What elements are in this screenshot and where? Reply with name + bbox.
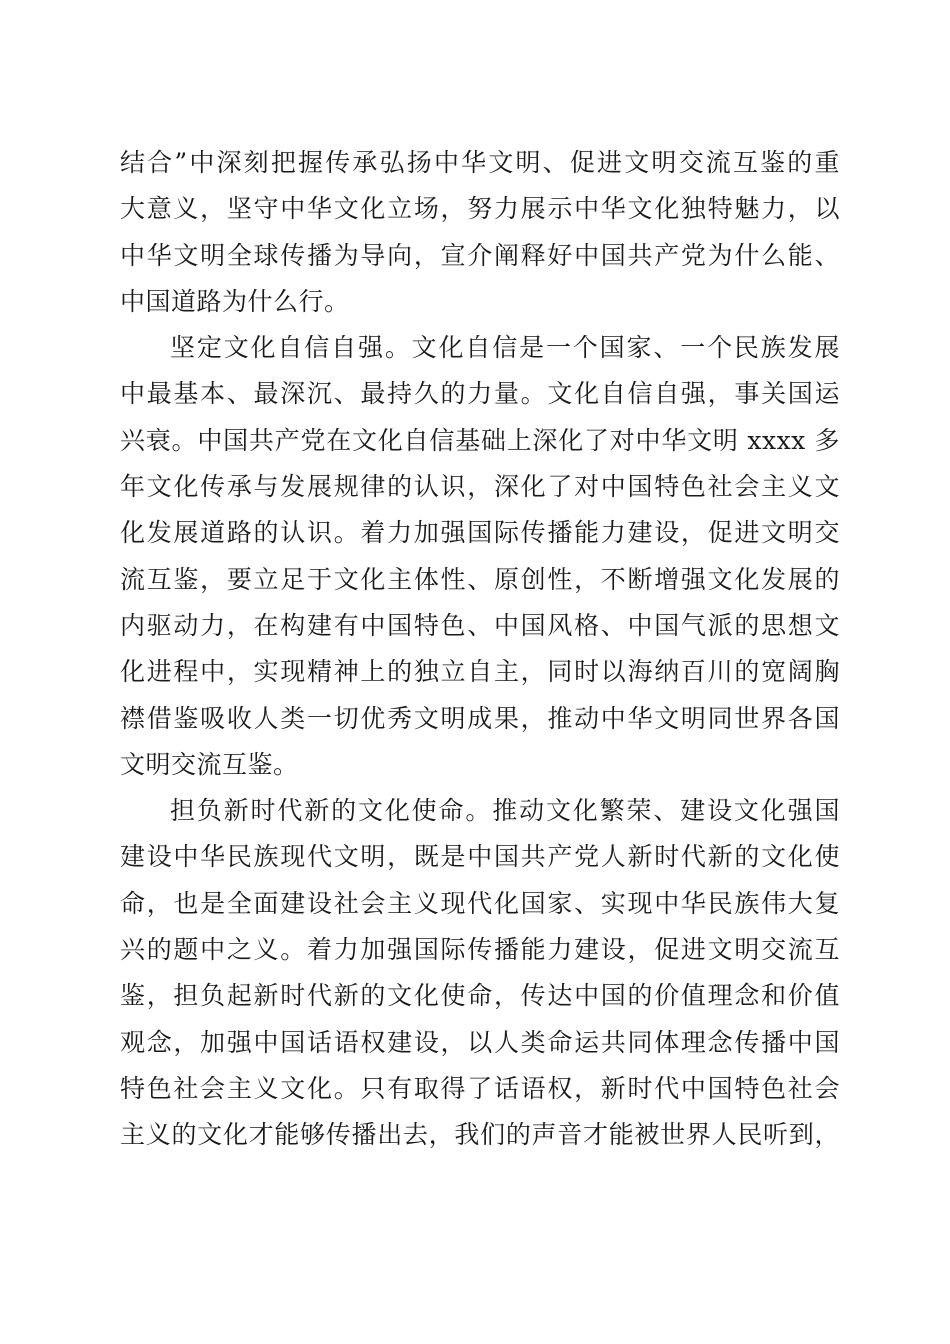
text-line: 内驱动力，在构建有中国特色、中国风格、中国气派的思想文 — [120, 610, 840, 640]
text-line: 建设中华民族现代文明，既是中国共产党人新时代新的文化使 — [120, 842, 840, 872]
text-line: 化进程中，实现精神上的独立自主，同时以海纳百川的宽阔胸 — [120, 657, 840, 687]
text-line: 流互鉴，要立足于文化主体性、原创性，不断增强文化发展的 — [120, 564, 840, 594]
text-line: 化发展道路的认识。着力加强国际传播能力建设，促进文明交 — [120, 518, 840, 548]
text-line: 文明交流互鉴。 — [120, 749, 299, 779]
text-line: 中国道路为什么行。 — [120, 286, 350, 316]
text-line: 主义的文化才能够传播出去，我们的声音才能被世界人民听到， — [120, 1120, 840, 1150]
text-line: 担负新时代新的文化使命。推动文化繁荣、建设文化强国 — [170, 796, 840, 826]
text-line: 兴的题中之义。着力加强国际传播能力建设，促进文明交流互 — [120, 935, 840, 965]
paragraph-1 — [120, 140, 840, 325]
text-line: 年文化传承与发展规律的认识，深化了对中国特色社会主义文 — [120, 472, 840, 502]
text-line: 中华文明全球传播为导向，宣介阐释好中国共产党为什么能、 — [120, 240, 840, 270]
text-line: 观念，加强中国话语权建设，以人类命运共同体理念传播中国 — [120, 1027, 840, 1057]
text-line: 兴衰。中国共产党在文化自信基础上深化了对中华文明 xxxx 多 — [120, 425, 840, 455]
text-line: 结合”中深刻把握传承弘扬中华文明、促进文明交流互鉴的重 — [120, 148, 840, 177]
text-line: 襟借鉴吸收人类一切优秀文明成果，推动中华文明同世界各国 — [120, 703, 840, 733]
text-line: 坚定文化自信自强。文化自信是一个国家、一个民族发展 — [170, 333, 840, 363]
text-line: 中最基本、最深沉、最持久的力量。文化自信自强，事关国运 — [120, 379, 840, 409]
text-line: 特色社会主义文化。只有取得了话语权，新时代中国特色社会 — [120, 1073, 840, 1103]
text-line: 命，也是全面建设社会主义现代化国家、实现中华民族伟大复 — [120, 888, 840, 918]
text-line: 鉴，担负起新时代新的文化使命，传达中国的价值理念和价值 — [120, 981, 840, 1011]
body-text — [120, 140, 840, 1159]
text-line: 大意义，坚守中华文化立场，努力展示中华文化独特魅力，以 — [120, 194, 840, 224]
paragraph-2 — [120, 325, 840, 788]
paragraph-3 — [120, 788, 840, 1158]
